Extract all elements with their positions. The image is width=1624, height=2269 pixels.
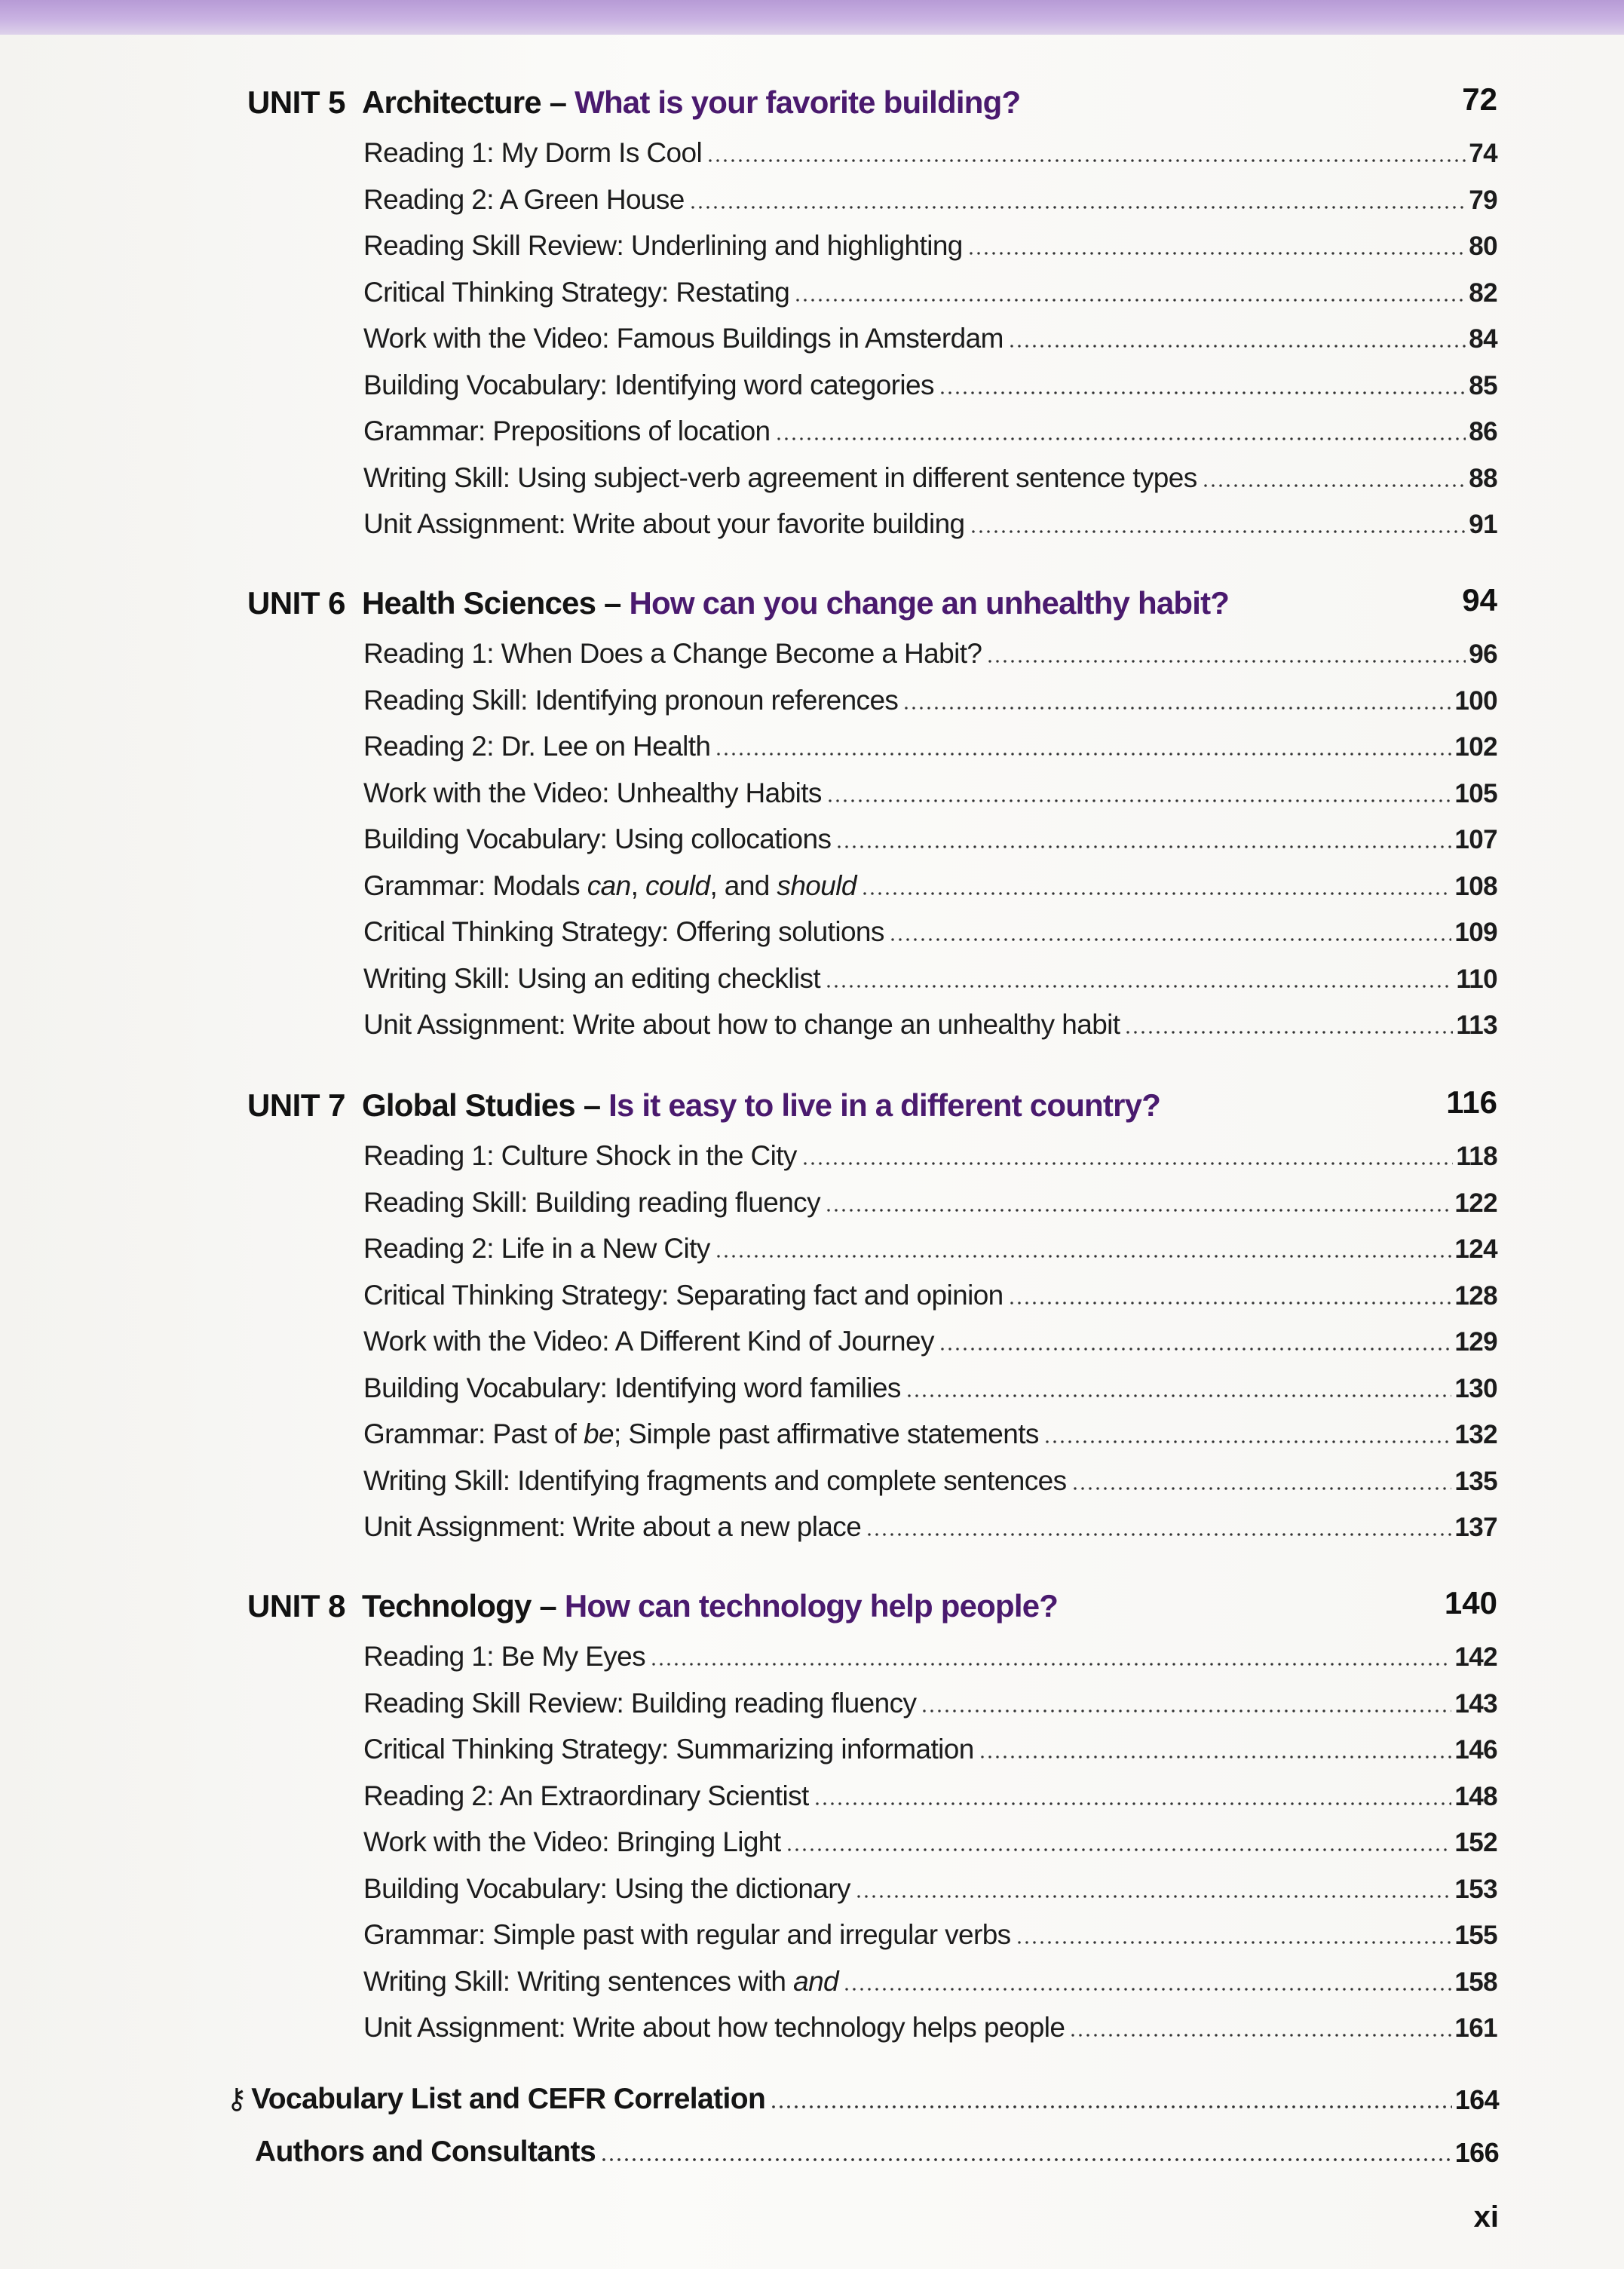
entry-page: 80 bbox=[1469, 231, 1497, 261]
entry-label-part: , bbox=[630, 869, 645, 901]
toc-entry[interactable] bbox=[363, 1225, 1497, 1265]
dot-leader bbox=[825, 1209, 1451, 1212]
toc-entry[interactable] bbox=[363, 1504, 1497, 1543]
toc-entry[interactable] bbox=[363, 222, 1497, 262]
unit-title bbox=[362, 585, 1229, 621]
entry-label: Writing Skill: Identifying fragments and complete sentences bbox=[363, 1464, 1067, 1496]
entry-page: 96 bbox=[1469, 639, 1497, 669]
entry-page: 118 bbox=[1456, 1142, 1497, 1171]
dot-leader bbox=[715, 1255, 1452, 1258]
entry-page: 155 bbox=[1454, 1921, 1497, 1950]
unit-heading[interactable] bbox=[0, 579, 1624, 632]
dot-leader bbox=[1071, 1487, 1452, 1490]
entry-label: Reading 1: My Dorm Is Cool bbox=[363, 137, 703, 168]
top-color-band bbox=[0, 0, 1624, 35]
entry-page: 108 bbox=[1454, 871, 1497, 901]
entry-page: 124 bbox=[1454, 1234, 1497, 1264]
toc-entry[interactable] bbox=[363, 408, 1497, 447]
unit-title bbox=[362, 1588, 1058, 1624]
dot-leader bbox=[889, 938, 1452, 941]
unit-start-page: 140 bbox=[1444, 1585, 1497, 1620]
toc-entry[interactable] bbox=[363, 1958, 1497, 1998]
unit-dash: – bbox=[575, 1087, 609, 1123]
toc-entry-authors[interactable] bbox=[255, 2128, 1499, 2169]
entry-label: Vocabulary List and CEFR Correlation bbox=[251, 2083, 766, 2115]
unit-heading[interactable] bbox=[0, 1081, 1624, 1134]
dot-leader bbox=[1016, 1941, 1452, 1944]
dot-leader bbox=[794, 299, 1466, 302]
toc-entry[interactable] bbox=[363, 362, 1497, 401]
unit-start-page: 72 bbox=[1462, 81, 1497, 117]
toc-entry[interactable] bbox=[363, 816, 1497, 855]
dot-leader bbox=[786, 1848, 1452, 1851]
entry-page: 164 bbox=[1454, 2084, 1499, 2115]
toc-entry[interactable] bbox=[363, 630, 1497, 670]
entry-page: 100 bbox=[1454, 685, 1497, 716]
entry-label: Reading Skill: Identifying pronoun references bbox=[363, 684, 899, 716]
dot-leader bbox=[706, 159, 1466, 162]
entry-label-part: Grammar: Modals bbox=[363, 869, 587, 901]
toc-entry[interactable] bbox=[363, 1411, 1497, 1450]
entry-page: 88 bbox=[1469, 463, 1497, 493]
entry-page: 105 bbox=[1454, 778, 1497, 808]
unit-section bbox=[0, 78, 1624, 539]
toc-page bbox=[0, 35, 1624, 2269]
entry-label: Critical Thinking Strategy: Restating bbox=[363, 276, 790, 308]
dot-leader bbox=[905, 1394, 1452, 1397]
entry-page: 122 bbox=[1454, 1188, 1497, 1218]
entry-label-italic: and bbox=[793, 1965, 839, 1997]
entry-label: Reading 2: An Extraordinary Scientist bbox=[363, 1780, 809, 1811]
dot-leader bbox=[770, 2105, 1452, 2108]
dot-leader bbox=[715, 753, 1451, 756]
entry-label: Work with the Video: Unhealthy Habits bbox=[363, 777, 822, 808]
toc-entry[interactable] bbox=[363, 677, 1497, 716]
unit-dash: – bbox=[541, 84, 575, 120]
dot-leader bbox=[801, 1162, 1454, 1165]
entry-label: Grammar: Simple past with regular and irregular verbs bbox=[363, 1919, 1011, 1950]
entry-page: 161 bbox=[1454, 2013, 1497, 2043]
entry-label-italic: could bbox=[645, 869, 710, 901]
entry-page: 107 bbox=[1454, 825, 1497, 854]
entry-page: 113 bbox=[1456, 1010, 1497, 1040]
dot-leader bbox=[861, 892, 1452, 895]
dot-leader bbox=[825, 985, 1453, 988]
dot-leader bbox=[843, 1988, 1451, 1991]
unit-section bbox=[0, 1081, 1624, 1542]
entry-page: 158 bbox=[1454, 1967, 1497, 1997]
entry-label: Reading 1: Culture Shock in the City bbox=[363, 1140, 797, 1171]
entry-page: 86 bbox=[1469, 417, 1497, 446]
entry-label-italic: can bbox=[587, 869, 631, 901]
entry-label-part: ; Simple past affirmative statements bbox=[614, 1418, 1039, 1449]
dot-leader bbox=[1043, 1440, 1452, 1443]
entry-label: Reading Skill Review: Underlining and highlighting bbox=[363, 230, 963, 261]
entry-label bbox=[363, 1418, 1039, 1450]
toc-entry[interactable] bbox=[363, 770, 1497, 809]
dot-leader bbox=[979, 1755, 1452, 1758]
dot-leader bbox=[1124, 1031, 1453, 1034]
dot-leader bbox=[600, 2158, 1452, 2161]
entry-label: Critical Thinking Strategy: Offering solutions bbox=[363, 916, 884, 947]
unit-section bbox=[0, 579, 1624, 1040]
entry-label: Reading 2: A Green House bbox=[363, 183, 685, 215]
entry-label: Unit Assignment: Write about how technology helps people bbox=[363, 2012, 1065, 2043]
unit-number: UNIT 6 bbox=[247, 585, 346, 621]
toc-entry[interactable] bbox=[363, 1912, 1497, 1951]
entry-label: Unit Assignment: Write about how to change an unhealthy habit bbox=[363, 1009, 1120, 1040]
entry-label: Reading Skill: Building reading fluency bbox=[363, 1186, 820, 1218]
entry-label: Work with the Video: A Different Kind of Journey bbox=[363, 1326, 934, 1357]
toc-entry[interactable] bbox=[363, 130, 1497, 169]
toc-entry[interactable] bbox=[363, 1272, 1497, 1311]
entry-page: 142 bbox=[1454, 1642, 1497, 1672]
dot-leader bbox=[1202, 484, 1466, 487]
toc-entry[interactable] bbox=[363, 863, 1497, 902]
entry-label: Building Vocabulary: Using the dictionary bbox=[363, 1872, 850, 1904]
unit-title bbox=[362, 84, 1020, 121]
entry-label: Building Vocabulary: Using collocations bbox=[363, 823, 832, 854]
dot-leader bbox=[775, 437, 1466, 440]
page-folio: xi bbox=[1473, 2200, 1499, 2234]
dot-leader bbox=[1069, 2034, 1451, 2037]
entry-label bbox=[363, 1966, 838, 1998]
dot-leader bbox=[939, 1348, 1452, 1351]
entry-page: 102 bbox=[1454, 732, 1497, 762]
entry-label-italic: be bbox=[584, 1418, 614, 1449]
entry-label-part: , and bbox=[709, 869, 777, 901]
toc-entry[interactable] bbox=[363, 176, 1497, 216]
dot-leader bbox=[902, 707, 1451, 710]
toc-entry[interactable] bbox=[363, 1458, 1497, 1497]
dot-leader bbox=[650, 1663, 1451, 1666]
toc-entry[interactable] bbox=[363, 1133, 1497, 1172]
entry-label-italic: should bbox=[777, 869, 856, 901]
entry-label: Work with the Video: Famous Buildings in Amsterdam bbox=[363, 323, 1004, 354]
toc-entry[interactable] bbox=[363, 2004, 1497, 2044]
entry-label-part: Writing Skill: Writing sentences with bbox=[363, 1965, 794, 1997]
toc-entry[interactable] bbox=[363, 269, 1497, 308]
entry-page: 152 bbox=[1454, 1828, 1497, 1857]
unit-start-page: 94 bbox=[1462, 582, 1497, 618]
toc-entry[interactable] bbox=[363, 1726, 1497, 1765]
toc-entry[interactable] bbox=[363, 455, 1497, 494]
entry-label: Reading 1: When Does a Change Become a Habit? bbox=[363, 638, 982, 669]
entry-label: Writing Skill: Using subject-verb agreement in different sentence types bbox=[363, 461, 1197, 493]
unit-section bbox=[0, 1582, 1624, 2043]
entry-page: 129 bbox=[1454, 1327, 1497, 1357]
entry-page: 137 bbox=[1454, 1513, 1497, 1542]
toc-entry[interactable] bbox=[363, 1773, 1497, 1812]
dot-leader bbox=[986, 660, 1466, 663]
toc-entry[interactable] bbox=[363, 1866, 1497, 1905]
toc-entry[interactable] bbox=[363, 1633, 1497, 1673]
dot-leader bbox=[866, 1533, 1451, 1536]
entry-page: 135 bbox=[1454, 1466, 1497, 1496]
entry-page: 79 bbox=[1469, 185, 1497, 215]
entry-label bbox=[363, 870, 856, 902]
entry-label: Building Vocabulary: Identifying word categories bbox=[363, 369, 934, 400]
entry-label: Reading 2: Dr. Lee on Health bbox=[363, 731, 711, 762]
unit-heading[interactable] bbox=[0, 1582, 1624, 1635]
toc-entry[interactable] bbox=[363, 315, 1497, 354]
toc-entry[interactable] bbox=[363, 1819, 1497, 1858]
unit-number: UNIT 8 bbox=[247, 1588, 346, 1624]
unit-subject: Technology bbox=[362, 1588, 532, 1624]
toc-entry-vocabulary-list[interactable] bbox=[226, 2075, 1499, 2116]
entry-label: Work with the Video: Bringing Light bbox=[363, 1826, 781, 1857]
unit-number: UNIT 7 bbox=[247, 1087, 346, 1123]
entry-page: 109 bbox=[1454, 918, 1497, 947]
dot-leader bbox=[814, 1802, 1452, 1805]
toc-entry[interactable] bbox=[363, 501, 1497, 540]
entry-page: 166 bbox=[1454, 2137, 1499, 2168]
entry-label-part: Grammar: Past of bbox=[363, 1418, 584, 1449]
entry-label: Reading 1: Be My Eyes bbox=[363, 1641, 646, 1672]
dot-leader bbox=[967, 252, 1466, 255]
dot-leader bbox=[939, 391, 1466, 394]
entry-page: 74 bbox=[1469, 139, 1497, 168]
unit-number: UNIT 5 bbox=[247, 84, 346, 120]
entry-label: Critical Thinking Strategy: Summarizing information bbox=[363, 1734, 974, 1765]
unit-question: What is your favorite building? bbox=[575, 84, 1021, 120]
unit-subject: Global Studies bbox=[362, 1087, 575, 1123]
unit-dash: – bbox=[596, 585, 630, 621]
entry-page: 128 bbox=[1454, 1280, 1497, 1311]
unit-question: How can technology help people? bbox=[564, 1588, 1059, 1624]
dot-leader bbox=[835, 845, 1451, 848]
entry-label: Reading Skill Review: Building reading fluency bbox=[363, 1687, 917, 1719]
unit-subject: Architecture bbox=[362, 84, 541, 120]
entry-page: 153 bbox=[1454, 1874, 1497, 1904]
entry-label: Unit Assignment: Write about a new place bbox=[363, 1511, 862, 1542]
toc-entry[interactable] bbox=[363, 1365, 1497, 1404]
unit-heading[interactable] bbox=[0, 78, 1624, 131]
dot-leader bbox=[921, 1709, 1451, 1712]
entry-label: Critical Thinking Strategy: Separating fact and opinion bbox=[363, 1279, 1004, 1311]
dot-leader bbox=[826, 799, 1452, 802]
dot-leader bbox=[689, 206, 1466, 209]
entry-page: 85 bbox=[1469, 370, 1497, 400]
toc-entry[interactable] bbox=[363, 909, 1497, 948]
toc-entry[interactable] bbox=[363, 1318, 1497, 1357]
entry-page: 82 bbox=[1469, 277, 1497, 308]
toc-entry[interactable] bbox=[363, 955, 1497, 995]
toc-entry[interactable] bbox=[363, 1179, 1497, 1219]
toc-entry[interactable] bbox=[363, 1680, 1497, 1719]
entry-label: Grammar: Prepositions of location bbox=[363, 415, 771, 446]
unit-dash: – bbox=[531, 1588, 565, 1624]
dot-leader bbox=[970, 530, 1466, 533]
entry-page: 130 bbox=[1454, 1373, 1497, 1403]
entry-page: 110 bbox=[1456, 964, 1497, 994]
toc-entry[interactable] bbox=[363, 1001, 1497, 1041]
entry-label: Writing Skill: Using an editing checklist bbox=[363, 962, 821, 994]
entry-page: 91 bbox=[1469, 510, 1497, 539]
key-icon: ⚷ bbox=[226, 2083, 247, 2115]
entry-page: 148 bbox=[1454, 1781, 1497, 1811]
toc-entry[interactable] bbox=[363, 723, 1497, 762]
dot-leader bbox=[1008, 1302, 1452, 1305]
entry-page: 132 bbox=[1454, 1420, 1497, 1449]
entry-label: Building Vocabulary: Identifying word families bbox=[363, 1372, 901, 1403]
dot-leader bbox=[1008, 345, 1466, 348]
dot-leader bbox=[855, 1895, 1451, 1898]
entry-page: 84 bbox=[1469, 324, 1497, 354]
unit-title bbox=[362, 1087, 1160, 1124]
unit-question: Is it easy to live in a different country? bbox=[608, 1087, 1161, 1123]
entry-page: 143 bbox=[1454, 1688, 1497, 1719]
entry-label: Unit Assignment: Write about your favorite building bbox=[363, 508, 965, 539]
unit-subject: Health Sciences bbox=[362, 585, 596, 621]
entry-label: Authors and Consultants bbox=[255, 2136, 596, 2168]
entry-label: Reading 2: Life in a New City bbox=[363, 1233, 710, 1264]
unit-question: How can you change an unhealthy habit? bbox=[629, 585, 1230, 621]
entry-page: 146 bbox=[1454, 1735, 1497, 1765]
unit-start-page: 116 bbox=[1446, 1084, 1497, 1120]
